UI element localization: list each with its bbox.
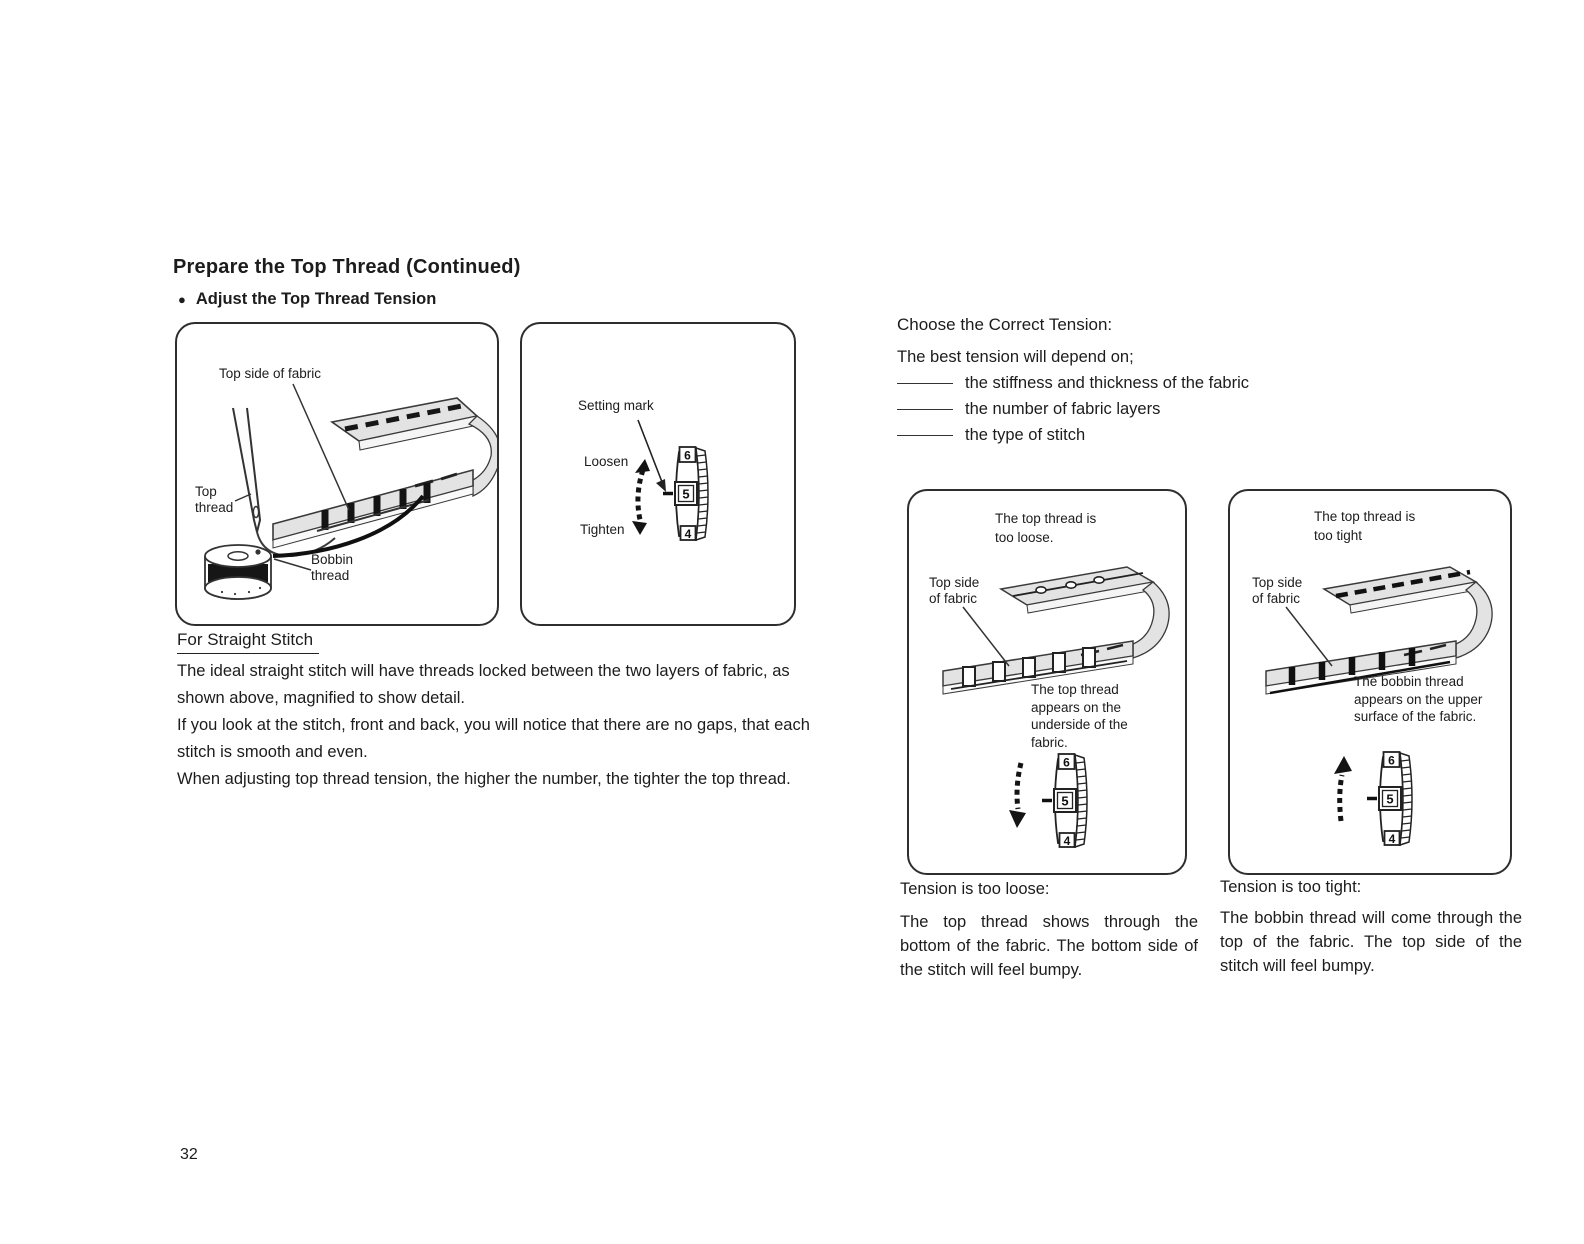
dial-number-6: 6 xyxy=(1388,753,1395,768)
label-setting-mark: Setting mark xyxy=(578,398,654,413)
loose-box-title: The top thread is too loose. xyxy=(995,511,1097,545)
tension-factor-label: the type of stitch xyxy=(965,426,1086,444)
dash-icon xyxy=(897,409,953,410)
dial-number-5: 5 xyxy=(1061,793,1069,809)
section-bullet-label: Adjust the Top Thread Tension xyxy=(195,290,437,308)
label-loosen: Loosen xyxy=(584,454,629,469)
tight-box-title: The top thread is too tight xyxy=(1314,509,1416,543)
ideal-stitch-diagram-box xyxy=(175,322,499,626)
dial-number-6: 6 xyxy=(684,448,691,463)
label-top-side-of-fabric: Top side of fabric xyxy=(219,366,322,381)
tension-dial-illustration xyxy=(1366,751,1416,847)
dial-number-4: 4 xyxy=(684,527,692,541)
straight-stitch-heading-text: For Straight Stitch xyxy=(177,630,319,654)
label-top-thread: Top thread xyxy=(195,484,234,515)
turn-dial-down-arrow-icon xyxy=(1005,759,1035,829)
tight-result-heading: Tension is too tight: xyxy=(1220,878,1362,896)
loose-stitch-fabric-illustration xyxy=(921,555,1173,697)
straight-stitch-paragraph-1: The ideal straight stitch will have threads locked between the two layers of fabric, as shown above, magnified to show detail. xyxy=(177,662,790,707)
tension-factor-item xyxy=(897,426,1085,445)
dial-number-6: 6 xyxy=(1063,755,1070,770)
loose-result-body: The top thread shows through the bottom of the fabric. The bottom side of the stitch will feel bumpy. xyxy=(900,913,1198,979)
label-top-side-of-fabric: Top side of fabric xyxy=(1252,575,1303,606)
straight-stitch-heading xyxy=(177,630,319,654)
choose-tension-intro: The best tension will depend on; xyxy=(897,348,1134,366)
label-bobbin-thread: Bobbin thread xyxy=(311,552,354,583)
turn-dial-up-arrow-icon xyxy=(1328,755,1358,825)
tension-factor-label: the stiffness and thickness of the fabric xyxy=(965,374,1250,392)
tension-dial-illustration xyxy=(662,446,712,542)
tight-box-note: The bobbin thread appears on the upper surface of the fabric. xyxy=(1354,674,1483,724)
dash-icon xyxy=(897,383,953,384)
straight-stitch-paragraph-3: When adjusting top thread tension, the higher the number, the tighter the top thread. xyxy=(177,770,791,788)
dial-number-4: 4 xyxy=(1063,834,1071,848)
loose-result-heading: Tension is too loose: xyxy=(900,880,1050,898)
straight-stitch-paragraph-2: If you look at the stitch, front and back, you will notice that there are no gaps, that each stitch is smooth and even. xyxy=(177,716,810,761)
dash-icon xyxy=(897,435,953,436)
dial-number-5: 5 xyxy=(1386,791,1394,807)
dial-number-5: 5 xyxy=(682,486,690,502)
tension-too-tight-diagram-box xyxy=(1228,489,1512,875)
tension-too-loose-diagram-box xyxy=(907,489,1187,875)
loose-box-note: The top thread appears on the underside of the fabric. xyxy=(1031,682,1128,750)
tight-result-body: The bobbin thread will come through the top of the fabric. The top side of the stitch will feel bumpy. xyxy=(1220,909,1522,975)
tension-factor-item xyxy=(897,400,1160,419)
tension-factor-label: the number of fabric layers xyxy=(965,400,1161,418)
dial-number-4: 4 xyxy=(1388,832,1396,846)
tension-factor-item xyxy=(897,374,1249,393)
page-title: Prepare the Top Thread (Continued) xyxy=(173,256,521,278)
bullet-icon: ● xyxy=(178,292,186,307)
choose-tension-heading: Choose the Correct Tension: xyxy=(897,315,1113,334)
page-number: 32 xyxy=(180,1146,198,1163)
section-bullet xyxy=(178,290,436,309)
label-top-side-of-fabric: Top side of fabric xyxy=(929,575,980,606)
tension-dial-illustration xyxy=(1041,753,1091,849)
label-tighten: Tighten xyxy=(580,522,625,537)
loosen-tighten-arrow-icon xyxy=(626,458,660,536)
tension-dial-diagram-box xyxy=(520,322,796,626)
